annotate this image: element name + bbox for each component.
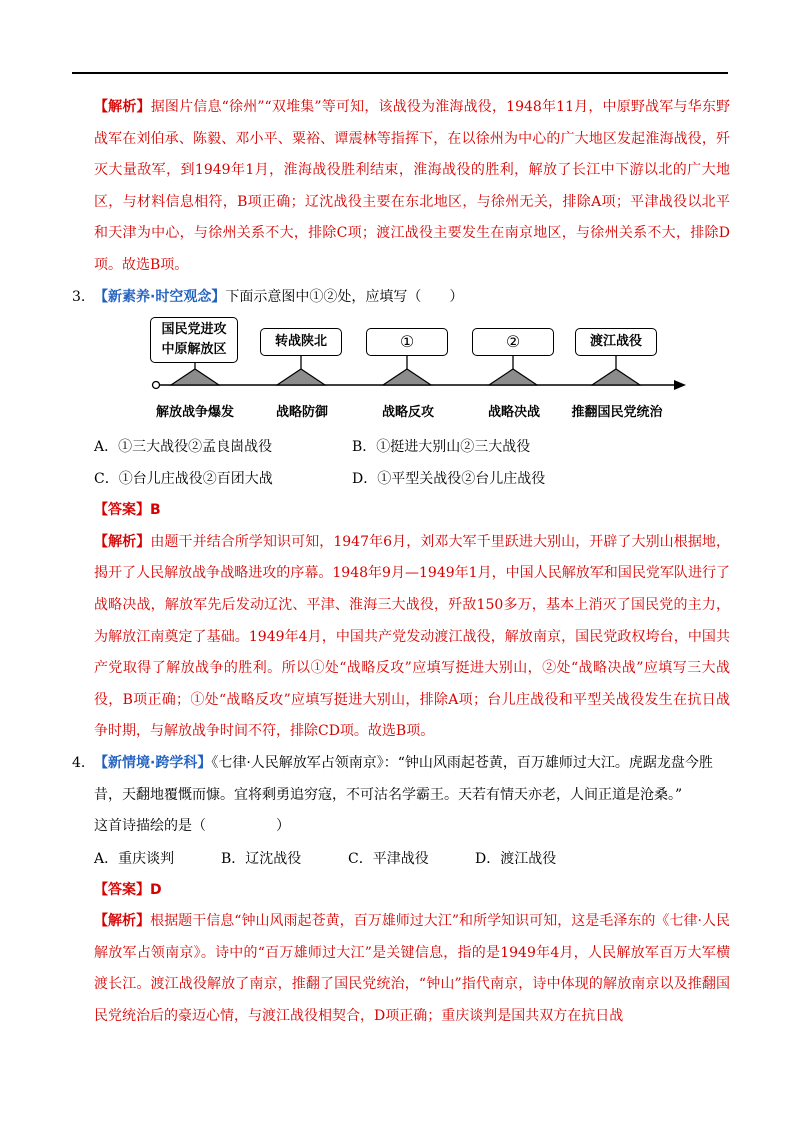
- stage-decisive: 战略决战: [487, 405, 540, 421]
- option-a[interactable]: A．重庆谈判: [94, 850, 175, 867]
- box-text: ①: [399, 332, 415, 352]
- stage-defense: 战略防御: [275, 405, 328, 421]
- q3-options-row-2: [94, 463, 730, 495]
- stage-overthrow: 推翻国民党统治: [571, 405, 663, 421]
- option-d[interactable]: D．渡江战役: [475, 850, 557, 867]
- document-body: [72, 92, 731, 1033]
- answer-value: B: [150, 502, 161, 519]
- q4-explanation: [94, 906, 730, 1032]
- marker-overthrow: [592, 369, 640, 385]
- answer-tag: 【答案】: [94, 502, 150, 519]
- q2-explanation: [94, 92, 730, 282]
- timeline-start-point: [153, 382, 160, 389]
- explanation-tag: 【解析】: [94, 99, 151, 115]
- stage-war-outbreak: 解放战争爆发: [155, 405, 234, 421]
- q4-answer: [94, 875, 730, 907]
- option-b[interactable]: B．①挺进大别山②三大战役: [352, 439, 531, 456]
- option-c[interactable]: C．平津战役: [348, 850, 429, 867]
- box-crossing-river: [575, 328, 657, 356]
- box-blank-1: [366, 328, 448, 356]
- marker-war-outbreak: [171, 369, 219, 385]
- option-b[interactable]: B．辽沈战役: [221, 850, 302, 867]
- q3-explanation: [94, 527, 730, 748]
- box-text: ②: [505, 332, 521, 352]
- box-text: 国民党进攻 中原解放区: [161, 322, 227, 358]
- explanation-text: 根据题干信息“钟山风雨起苍黄，百万雄师过大江”和所学知识可知，这是毛泽东的《七律·人民解放军占领南京》。诗中的“百万雄师过大江”是关键信息，指的是1949年4月，人民解放军百万大军横渡长江。渡江战役解放了南京，推翻了国民党统治，“钟山”指代南京，诗中体现的解放南京以及推翻国民党统治后的豪迈心情，与渡江战役相契合，D项正确；重庆谈判是国共双方在抗日战: [94, 913, 730, 1025]
- marker-defense: [277, 369, 325, 385]
- box-blank-2: [472, 328, 554, 356]
- question-4-prompt: [94, 811, 730, 843]
- timeline-arrow: [674, 380, 686, 390]
- question-stem-2: 这首诗描绘的是（ ）: [94, 818, 290, 835]
- stage-counteroffensive: 战略反攻: [381, 405, 434, 421]
- explanation-tag: 【解析】: [94, 913, 151, 930]
- explanation-text: 由题干并结合所学知识可知，1947年6月，刘邓大军千里跃进大别山，开辟了大别山根据地，揭开了人民解放战争战略进攻的序幕。1948年9月—1949年1月，中国人民解放军和国民党军队进行了战略决战，解放军先后发动辽沈、平津、淮海三大战役，歼敌150多万，基本上消灭了国民党的主力，为解放江南奠定了基础。1949年4月，中国共产党发动渡江战役，解放南京，国民党政权垮台，中国共产党取得了解放战争的胜利。所以①处“战略反攻”应填写挺进大别山，②处“战略决战”应填写三大战役，B项正确；①处“战略反攻”应填写挺进大别山，排除A项；台儿庄战役和平型关战役发生在抗日战争时期，与解放战争时间不符，排除CD项。故选B项。: [94, 533, 730, 740]
- answer-tag: 【答案】: [94, 881, 150, 898]
- question-number: 4.: [72, 754, 86, 771]
- box-kmt-attack: [150, 317, 238, 363]
- header-rule: [72, 72, 728, 74]
- question-4: [72, 748, 730, 811]
- option-c[interactable]: C．①台儿庄战役②百团大战: [94, 471, 273, 488]
- box-text: 渡江战役: [589, 334, 642, 350]
- question-tag: 【新素养·时空观念】: [94, 288, 226, 305]
- box-shaanbei: [260, 328, 342, 356]
- question-tag: 【新情境·跨学科】: [94, 754, 212, 771]
- q4-options-row: [94, 843, 730, 875]
- option-a[interactable]: A．①三大战役②孟良崮战役: [94, 439, 273, 456]
- timeline-diagram: [150, 317, 690, 429]
- q3-answer: [94, 495, 730, 527]
- question-3: [72, 282, 730, 314]
- marker-counteroffensive: [383, 369, 431, 385]
- question-number: 3.: [72, 288, 86, 305]
- question-stem: 下面示意图中①②处，应填写（ ）: [225, 288, 464, 305]
- option-d[interactable]: D．①平型关战役②台儿庄战役: [352, 471, 546, 488]
- explanation-tag: 【解析】: [94, 533, 151, 550]
- q3-options-row-1: [94, 431, 730, 463]
- question-stem: 《七律·人民解放军占领南京》：“钟山风雨起苍黄，百万雄师过大江。虎踞龙盘今胜昔，天翻地覆慨而慷。宜将剩勇追穷寇，不可沽名学霸王。天若有情天亦老，人间正道是沧桑。”: [94, 754, 713, 803]
- box-text: 转战陕北: [274, 334, 327, 350]
- answer-value: D: [150, 881, 162, 898]
- timeline-markers: [171, 356, 640, 385]
- explanation-text: 据图片信息“徐州”“双堆集”等可知，该战役为淮海战役，1948年11月，中原野战军与华东野战军在刘伯承、陈毅、邓小平、粟裕、谭震林等指挥下，在以徐州为中心的广大地区发起淮海战役，歼灭大量敌军，到1949年1月，淮海战役胜利结束，淮海战役的胜利，解放了长江中下游以北的广大地区，与材料信息相符，B项正确；辽沈战役主要在东北地区，与徐州无关，排除A项；平津战役以北平和天津为中心，与徐州关系不大，排除C项；渡江战役主要发生在南京地区，与徐州关系不大，排除D项。故选B项。: [94, 99, 731, 273]
- marker-decisive: [489, 369, 537, 385]
